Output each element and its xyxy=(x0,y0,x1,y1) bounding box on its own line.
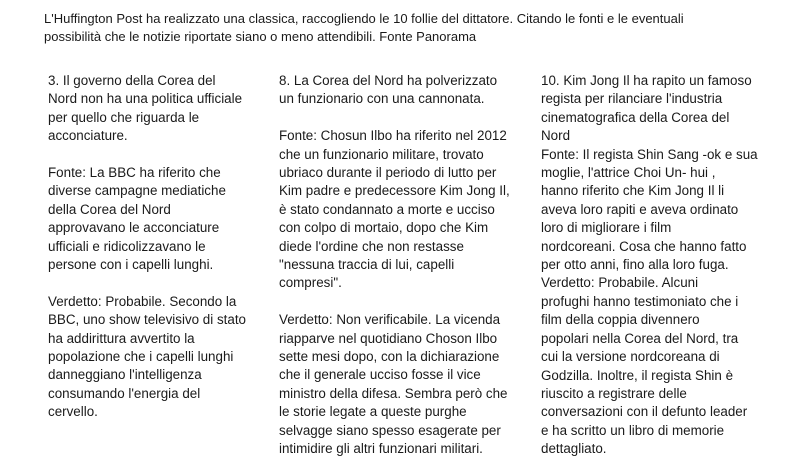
item-source: Fonte: Il regista Shin Sang -ok e sua moglie, l'attrice Choi Un- hui , hanno riferito che Kim Jong Il li aveva loro rapiti e aveva ordinato loro di migliorare i film nordcoreani. Cosa che hanno fatto per otto anni, fino alla loro fuga. xyxy=(541,146,758,273)
item-heading: 10. Kim Jong Il ha rapito un famoso regista per rilanciare l'industria cinematografica della Corea del Nord xyxy=(541,73,752,144)
intro-text xyxy=(44,10,784,46)
intro-line-1: L'Huffington Post ha realizzato una classica, raccogliendo le 10 follie del dittatore. Citando le fonti e le eventuali xyxy=(44,11,684,26)
column-item-10 xyxy=(541,72,789,459)
item-verdict: Verdetto: Non verificabile. La vicenda riapparve nel quotidiano Choson Ilbo sette mesi dopo, con la dichiarazione che il generale ucciso fosse il vice ministro della difesa. Sembra però che le storie legate a queste purghe selvagge siano spesso esagerate per intimidire gli altri funzionari militari. xyxy=(279,312,508,457)
item-heading: 3. Il governo della Corea del Nord non ha una politica ufficiale per quello che riguarda le acconciature. xyxy=(48,73,243,144)
item-verdict: Verdetto: Probabile. Alcuni profughi hanno testimoniato che i film della coppia divennero popolari nella Corea del Nord, tra cui la versione nordcoreana di Godzilla. Inoltre, il regista Shin è riuscito a registrare delle conversazioni con il defunto leader e ha scritto un libro di memorie dettagliato. xyxy=(541,275,748,457)
item-verdict: Verdetto: Probabile. Secondo la BBC, uno show televisivo di stato ha addirittura avvertito la popolazione che i capelli lunghi danneggiano l'intelligenza consumando l'energia del cervello. xyxy=(48,293,246,420)
item-source: Fonte: La BBC ha riferito che diverse campagne mediatiche della Corea del Nord approvavano le acconciature ufficiali e ridicolizzavano le persone con i capelli lunghi. xyxy=(48,165,226,273)
item-heading: 8. La Corea del Nord ha polverizzato un funzionario con una cannonata. xyxy=(279,73,498,107)
column-item-8 xyxy=(279,72,523,459)
intro-line-2: possibilità che le notizie riportate siano o meno attendibili. Fonte Panorama xyxy=(44,29,477,44)
column-item-3 xyxy=(48,72,260,422)
item-source: Fonte: Chosun Ilbo ha riferito nel 2012 che un funzionario militare, trovato ubriaco durante il periodo di lutto per Kim padre e predecessore Kim Jong Il, è stato condannato a morte e ucciso con colpo di mortaio, dopo che Kim diede l'ordine che non restasse "nessuna traccia di lui, capelli compresi". xyxy=(279,128,510,291)
